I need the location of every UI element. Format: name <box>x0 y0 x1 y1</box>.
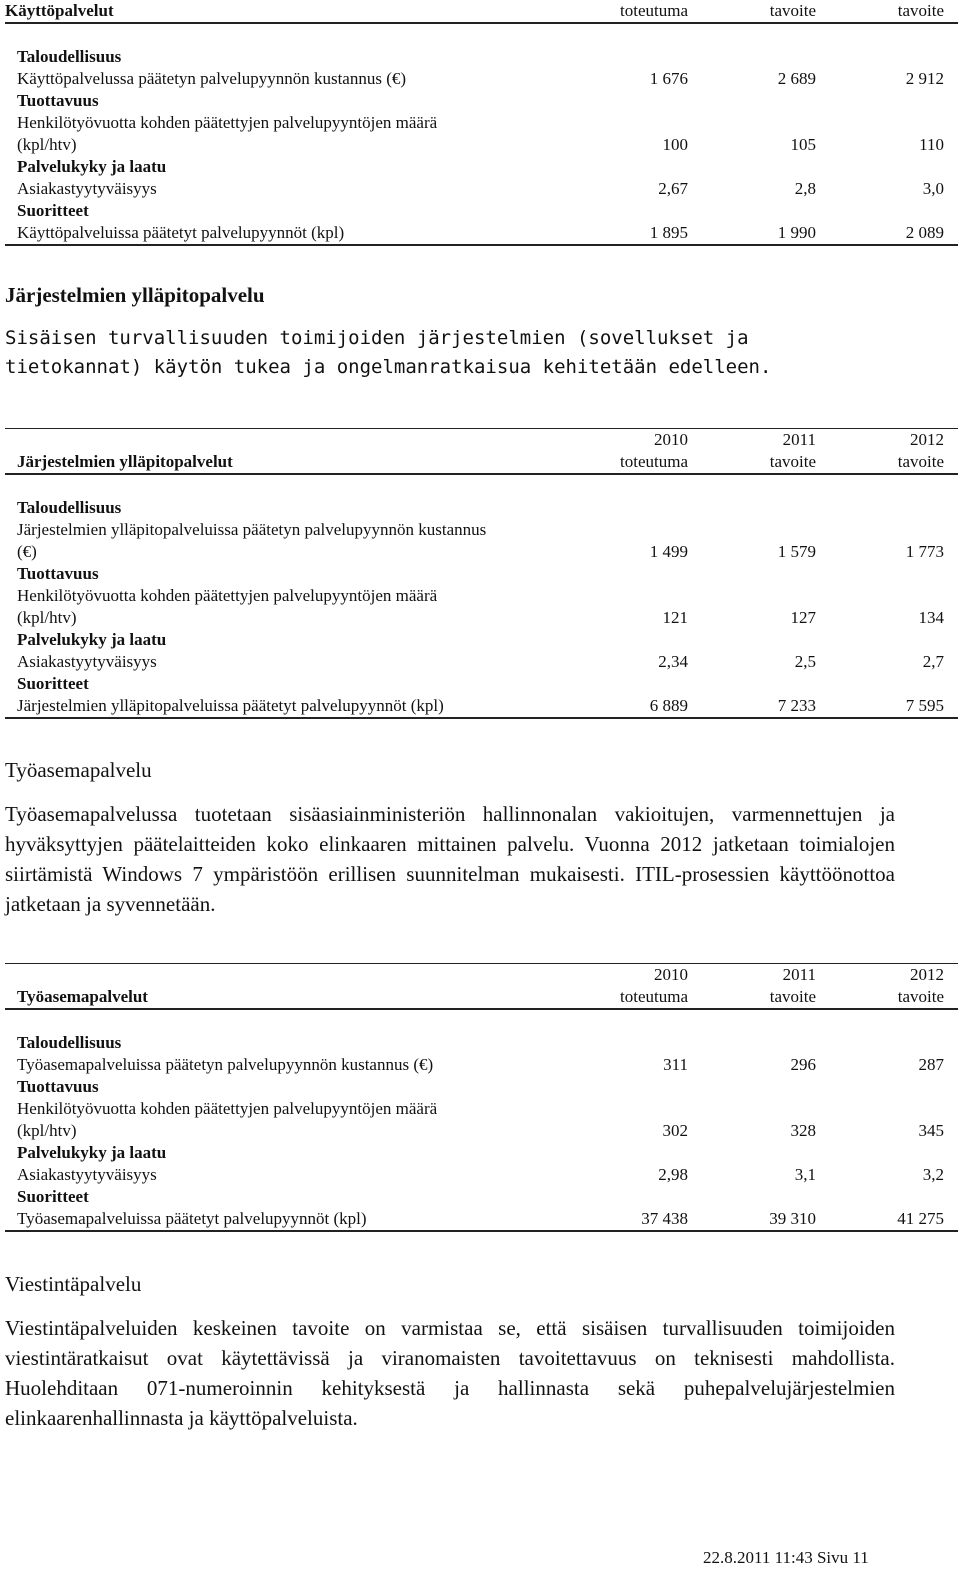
table-row: Palvelukyky ja laatu <box>17 157 167 176</box>
year-2: 2011 <box>782 965 816 984</box>
table-row: Suoritteet <box>17 674 89 693</box>
table-row: Henkilötyövuotta kohden päätettyjen palvelupyyntöjen määrä <box>17 586 438 605</box>
col-label-2: tavoite <box>769 452 816 471</box>
table-row: (kpl/htv) 302 328 345 <box>17 1121 944 1140</box>
section-text-jarjestelmien: Sisäisen turvallisuuden toimijoiden järjestelmien (sovellukset ja tietokannat) käytön tukea ja ongelmanratkaisua kehitetään edelleen. <box>5 327 772 378</box>
col-label-3: tavoite <box>897 1 944 20</box>
col-label-3: tavoite <box>897 452 944 471</box>
table-row: Palvelukyky ja laatu <box>17 1143 167 1162</box>
year-1: 2010 <box>654 965 688 984</box>
col-label-2: tavoite <box>769 1 816 20</box>
table-row: Käyttöpalvelussa päätetyn palvelupyynnön kustannus (€) 1 676 2 689 2 912 <box>17 69 944 88</box>
section-heading-tyoasema: Työasemapalvelu <box>5 758 152 782</box>
table-row: Taloudellisuus <box>17 1033 122 1052</box>
table-body <box>5 46 958 244</box>
col-label-1: toteutuma <box>620 987 688 1006</box>
table-row: (kpl/htv) 121 127 134 <box>17 608 944 627</box>
tyoasemapalvelut-table <box>5 963 958 1232</box>
table-row: Asiakastyytyväisyys 2,34 2,5 2,7 <box>17 652 944 671</box>
page-footer: 22.8.2011 11:43 Sivu 11 <box>703 1548 869 1567</box>
table-row: Järjestelmien ylläpitopalveluissa päätetyt palvelupyynnöt (kpl) 6 889 7 233 7 595 <box>17 696 944 715</box>
section-text-tyoasema: Työasemapalvelussa tuotetaan sisäasiainministeriön hallinnonalan vakioitujen, varmennettujen ja hyväksyttyjen päätelaitteiden koko elinkaaren mittainen palvelu. Vuonna 2012 jatketaan toimialojen siirtämistä Windows 7 ympäristöön erillisen suunnitelman mukaisesti. ITIL-prosessien käyttöönottoa jatketaan ja syvennetään. <box>5 802 895 916</box>
table-row: Palvelukyky ja laatu <box>17 630 167 649</box>
year-3: 2012 <box>910 430 944 449</box>
table-body <box>5 1032 958 1230</box>
jarjestelmat-table <box>5 428 958 719</box>
table-title: Työasemapalvelut <box>17 987 148 1006</box>
table-row: Tuottavuus <box>17 564 99 583</box>
table-row: Käyttöpalveluissa päätetyt palvelupyynnöt (kpl) 1 895 1 990 2 089 <box>17 223 944 242</box>
table-bottom-rule <box>5 244 958 246</box>
table-row: Suoritteet <box>17 201 89 220</box>
year-1: 2010 <box>654 430 688 449</box>
table-row: Työasemapalveluissa päätetyt palvelupyynnöt (kpl) 37 438 39 310 41 275 <box>17 1209 944 1228</box>
table-row: Henkilötyövuotta kohden päätettyjen palvelupyyntöjen määrä <box>17 113 438 132</box>
table-header-row <box>5 451 958 473</box>
table-row: Taloudellisuus <box>17 47 122 66</box>
section-heading-jarjestelmien: Järjestelmien ylläpitopalvelu <box>5 283 265 307</box>
table-bottom-rule <box>5 1230 958 1232</box>
table-row: Suoritteet <box>17 1187 89 1206</box>
table-header-row <box>5 0 958 22</box>
table-row: Taloudellisuus <box>17 498 122 517</box>
year-2: 2011 <box>782 430 816 449</box>
table-row: (kpl/htv) 100 105 110 <box>17 135 944 154</box>
table-title: Käyttöpalvelut <box>5 1 114 20</box>
table-header-row <box>5 986 958 1008</box>
table-row: Asiakastyytyväisyys 2,98 3,1 3,2 <box>17 1165 944 1184</box>
section-text-viestinta: Viestintäpalveluiden keskeinen tavoite on varmistaa se, että sisäisen turvallisuuden toimijoiden viestintäratkaisut ovat käytettävissä ja viranomaisten tavoitettavuus on teknisesti mahdollista. Huolehditaan 071-numeroinnin kehityksestä ja hallinnasta sekä puhepalvelujärjestelmien elinkaarenhallinnasta ja käyttöpalveluista. <box>5 1316 895 1430</box>
table-row: Työasemapalveluissa päätetyn palvelupyynnön kustannus (€) 311 296 287 <box>17 1055 944 1074</box>
table-row: Järjestelmien ylläpitopalveluissa päätetyn palvelupyynnön kustannus <box>17 520 487 539</box>
col-label-2: tavoite <box>769 987 816 1006</box>
col-label-1: toteutuma <box>620 1 688 20</box>
table-row: Tuottavuus <box>17 91 99 110</box>
col-label-1: toteutuma <box>620 452 688 471</box>
kayttopalvelut-table <box>5 0 958 246</box>
col-label-3: tavoite <box>897 987 944 1006</box>
table-years-row <box>5 429 958 451</box>
table-bottom-rule <box>5 717 958 719</box>
year-3: 2012 <box>910 965 944 984</box>
table-row: Tuottavuus <box>17 1077 99 1096</box>
table-years-row <box>5 964 958 986</box>
table-body <box>5 497 958 717</box>
table-row: Henkilötyövuotta kohden päätettyjen palvelupyyntöjen määrä <box>17 1099 438 1118</box>
table-row: (€) 1 499 1 579 1 773 <box>17 542 944 561</box>
section-heading-viestinta: Viestintäpalvelu <box>5 1272 142 1296</box>
table-row: Asiakastyytyväisyys 2,67 2,8 3,0 <box>17 179 944 198</box>
table-title: Järjestelmien ylläpitopalvelut <box>17 452 233 471</box>
